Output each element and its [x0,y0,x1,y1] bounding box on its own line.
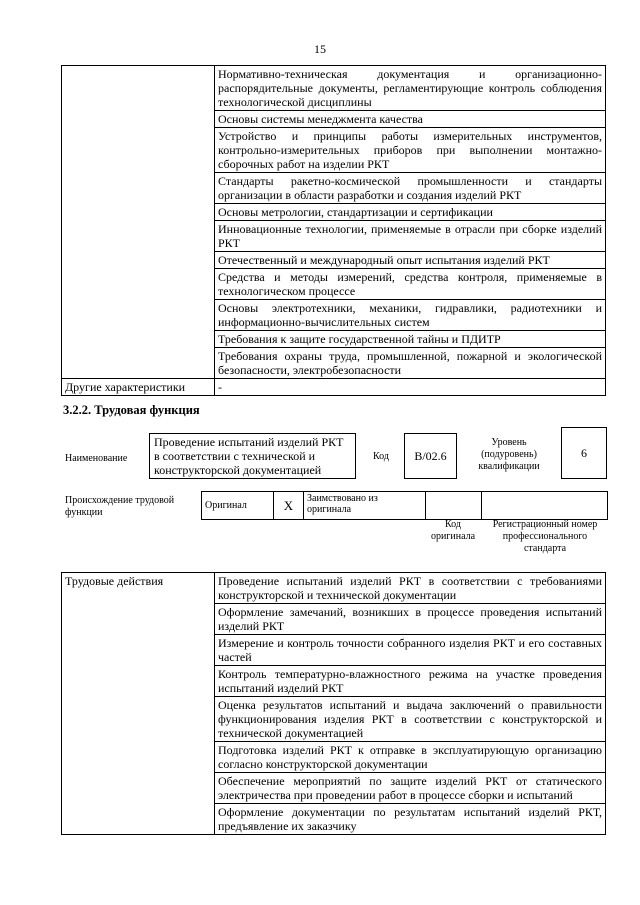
other-characteristics-value: - [215,379,606,396]
function-name: Проведение испытаний изделий РКТ в соответствии с технической и конструкторской документацией [154,435,344,477]
other-characteristics-label: Другие характеристики [62,379,215,396]
knowledge-item: Основы метрологии, стандартизации и сертификации [215,204,606,221]
code-label: Код [373,451,389,462]
registration-number-caption: Регистрационный номер профессионального стандарта [492,519,598,554]
original-mark: X [274,492,304,520]
knowledge-item: Устройство и принципы работы измерительных инструментов, контрольно-измерительных приборов при выполнении монтажно-сборочных работ на изделии РКТ [215,128,606,173]
qualification-level-label: Уровень (подуровень) квалификации [478,437,540,472]
labor-action-item: Обеспечение мероприятий по защите изделий РКТ от статического электричества при проведении работ в процессе сборки и испытаний [215,773,606,804]
knowledge-item: Нормативно-техническая документация и организационно-распорядительные документы, регламентирующие контроль соблюдения технологической дисциплины [215,66,606,111]
knowledge-item: Средства и методы измерений, средства контроля, применяемые в технологическом процессе [215,269,606,300]
page-number: 15 [314,42,326,56]
knowledge-item: Требования охраны труда, промышленной, пожарной и экологической безопасности, электробезопасности [215,348,606,379]
original-code-cell [426,492,482,520]
knowledge-item: Требования к защите государственной тайны и ПДИТР [215,331,606,348]
labor-action-item: Проведение испытаний изделий РКТ в соответствии с требованиями конструкторской и технической документации [215,573,606,604]
knowledge-item: Основы электротехники, механики, гидравлики, радиотехники и информационно-вычислительных систем [215,300,606,331]
code-box [404,433,457,479]
knowledge-item: Стандарты ракетно-космической промышленности и стандарты организации в области разработки и создания изделий РКТ [215,173,606,204]
labor-actions-label: Трудовые действия [62,573,215,835]
registration-number-cell [482,492,608,520]
function-name-box [149,433,356,479]
knowledge-item: Отечественный и международный опыт испытания изделий РКТ [215,252,606,269]
labor-action-item: Измерение и контроль точности собранного изделия РКТ и его составных частей [215,635,606,666]
origin-table [201,491,608,520]
labor-action-item: Подготовка изделий РКТ к отправке в эксплуатирующую организацию согласно конструкторской документации [215,742,606,773]
original-label: Оригинал [202,492,274,520]
original-code-caption: Код оригинала [430,519,476,542]
knowledge-label-cell [62,66,215,379]
borrowed-label: Заимствовано из оригинала [304,492,426,520]
labor-action-item: Оформление документации по результатам испытаний изделий РКТ, предъявление их заказчику [215,804,606,835]
qualification-level: 6 [581,445,587,460]
labor-actions-table [61,572,606,835]
labor-action-item: Оценка результатов испытаний и выдача заключений о правильности функционирования изделия РКТ в соответствии с конструкторской и технической документацией [215,697,606,742]
origin-label: Происхождение трудовой функции [65,495,175,518]
name-label: Наименование [65,453,128,464]
labor-action-item: Контроль температурно-влажностного режима на участке проведения испытаний изделий РКТ [215,666,606,697]
knowledge-table [61,65,606,396]
function-code: B/02.6 [414,448,447,463]
labor-action-item: Оформление замечаний, возникших в процессе проведения испытаний изделий РКТ [215,604,606,635]
knowledge-item: Основы системы менеджмента качества [215,111,606,128]
section-title: 3.2.2. Трудовая функция [63,403,200,417]
level-box [561,427,607,479]
knowledge-item: Инновационные технологии, применяемые в отрасли при сборке изделий РКТ [215,221,606,252]
